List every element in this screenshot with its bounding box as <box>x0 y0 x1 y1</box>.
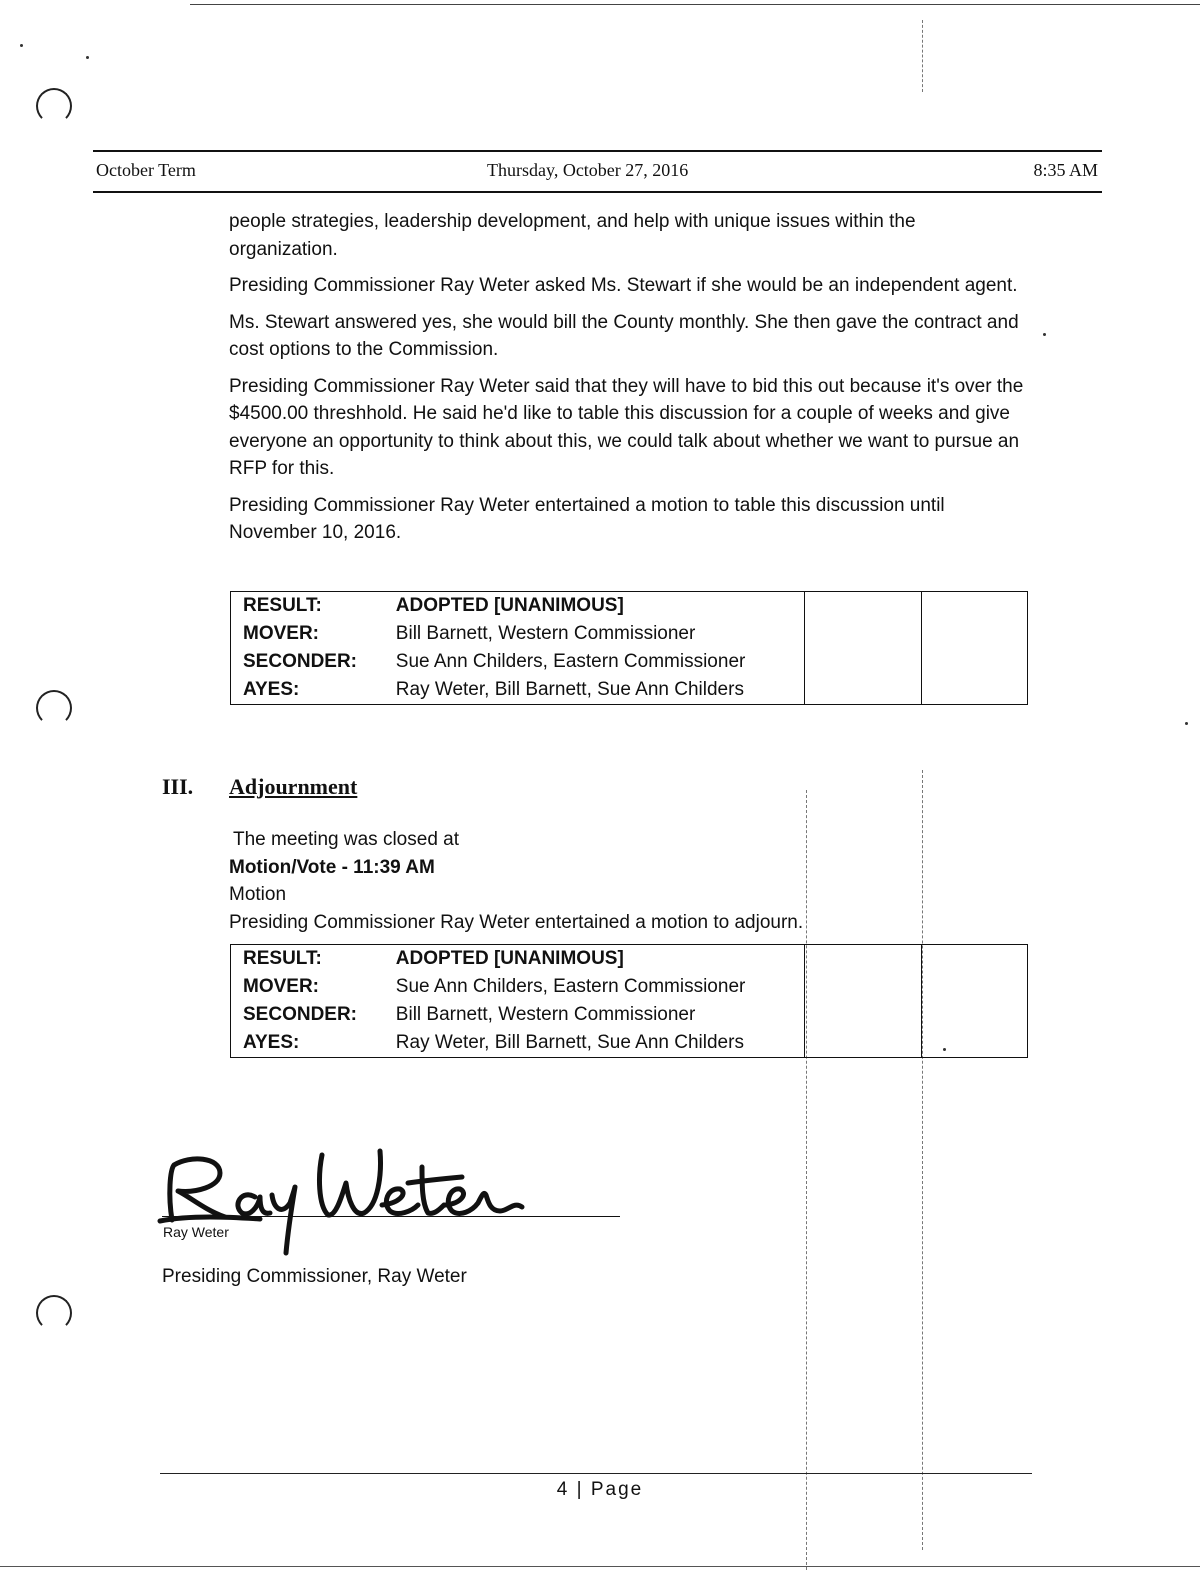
empty-cell <box>922 592 1028 621</box>
vote-label: MOVER: <box>243 976 319 997</box>
empty-cell <box>804 945 922 974</box>
vote-label: AYES: <box>243 679 300 700</box>
motion-text: Presiding Commissioner Ray Weter entertained a motion to adjourn. <box>229 911 804 933</box>
header-top-rule <box>93 150 1102 152</box>
table-row <box>231 648 1028 676</box>
motion-label: Motion <box>229 884 287 905</box>
section-number: III. <box>162 774 194 799</box>
empty-cell <box>804 1001 922 1029</box>
vote-label: MOVER: <box>243 623 319 644</box>
paragraph: people strategies, leadership development, and help with unique issues within the organization. <box>229 211 916 260</box>
empty-cell <box>804 648 922 676</box>
scan-bottom-edge <box>0 1566 1200 1567</box>
empty-cell <box>922 945 1028 974</box>
header-time: 8:35 AM <box>1033 160 1098 180</box>
empty-cell <box>922 620 1028 648</box>
vote-value: Bill Barnett, Western Commissioner <box>395 1004 696 1025</box>
signatory-title: Presiding Commissioner, Ray Weter <box>162 1266 467 1287</box>
empty-cell <box>804 973 922 1001</box>
table-row <box>231 945 1028 974</box>
vote-label: AYES: <box>243 1032 300 1053</box>
footer-rule <box>160 1473 1032 1474</box>
scan-speck <box>20 44 23 47</box>
paragraph: Presiding Commissioner Ray Weter entertained a motion to table this discussion until November 10, 2016. <box>229 494 945 543</box>
adjournment-block <box>229 826 803 936</box>
scan-top-edge <box>190 4 1200 5</box>
vote-value: ADOPTED [UNANIMOUS] <box>395 595 624 616</box>
empty-cell <box>922 973 1028 1001</box>
table-row <box>231 592 1028 621</box>
paragraph: Presiding Commissioner Ray Weter said that they will have to bid this out because it's over the $4500.00 threshhold. He said he'd like to table this discussion for a couple of weeks and give everyone an opportunity to think about this, we could talk about whether we want to pursue an RFP for this. <box>229 375 1024 479</box>
vote-value: Bill Barnett, Western Commissioner <box>395 623 696 644</box>
empty-cell <box>804 592 922 621</box>
scan-speck <box>1185 722 1188 725</box>
empty-cell <box>804 676 922 705</box>
section-title: Adjournment <box>229 774 358 799</box>
table-row <box>231 1001 1028 1029</box>
empty-cell <box>922 676 1028 705</box>
vote-value: Sue Ann Childers, Eastern Commissioner <box>395 976 746 997</box>
vote-label: RESULT: <box>243 948 322 969</box>
paragraph: Ms. Stewart answered yes, she would bill the County monthly. She then gave the contract and cost options to the Commission. <box>229 311 1019 360</box>
header-bottom-rule <box>93 191 1102 193</box>
signature-line <box>162 1216 620 1217</box>
header-date: Thursday, October 27, 2016 <box>487 160 689 180</box>
scan-fold-line-left <box>806 790 807 1570</box>
punch-hole-bottom <box>36 1295 72 1331</box>
table-row <box>231 620 1028 648</box>
signature-printed-name: Ray Weter <box>163 1224 229 1240</box>
empty-cell <box>922 1001 1028 1029</box>
scan-fold-line-right-top <box>922 20 923 92</box>
paragraph: Presiding Commissioner Ray Weter asked Ms. Stewart if she would be an independent agent. <box>229 275 1018 296</box>
vote-label: SECONDER: <box>243 1004 358 1025</box>
empty-cell <box>804 620 922 648</box>
scan-speck <box>86 56 89 59</box>
minutes-body <box>229 208 1029 556</box>
vote-table-adjourn <box>230 944 1028 1058</box>
page-number: 4 | Page <box>556 1479 644 1500</box>
vote-value: Sue Ann Childers, Eastern Commissioner <box>395 651 746 672</box>
scan-fold-line-right <box>922 770 923 1550</box>
empty-cell <box>922 1029 1028 1058</box>
table-row <box>231 1029 1028 1058</box>
table-row <box>231 676 1028 705</box>
vote-label: RESULT: <box>243 595 322 616</box>
motion-vote-time: Motion/Vote - 11:39 AM <box>229 856 435 878</box>
vote-value: Ray Weter, Bill Barnett, Sue Ann Childers <box>395 679 744 700</box>
table-row <box>231 973 1028 1001</box>
closed-text: The meeting was closed at <box>233 829 460 850</box>
empty-cell <box>922 648 1028 676</box>
punch-hole-top <box>36 88 72 124</box>
vote-label: SECONDER: <box>243 651 358 672</box>
empty-cell <box>804 1029 922 1058</box>
vote-value: ADOPTED [UNANIMOUS] <box>395 948 624 969</box>
vote-value: Ray Weter, Bill Barnett, Sue Ann Childers <box>395 1032 744 1053</box>
header-term: October Term <box>96 160 196 180</box>
punch-hole-middle <box>36 690 72 726</box>
vote-table-table-discussion <box>230 591 1028 705</box>
scan-speck <box>1043 333 1046 336</box>
